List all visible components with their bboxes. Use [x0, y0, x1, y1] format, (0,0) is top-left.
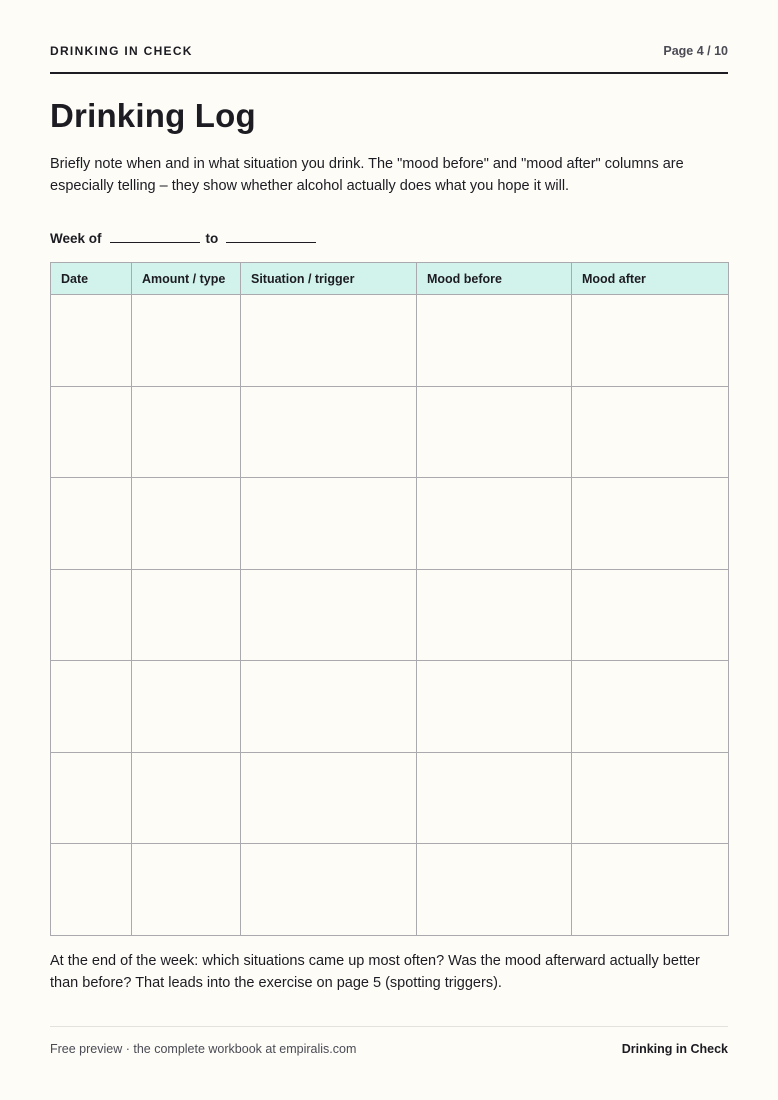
- cell-amount[interactable]: [132, 661, 241, 753]
- worksheet-page: [50, 0, 728, 1100]
- cell-mood-before[interactable]: [417, 752, 572, 844]
- cell-date[interactable]: [51, 295, 132, 387]
- cell-mood-after[interactable]: [572, 295, 729, 387]
- cell-mood-before[interactable]: [417, 478, 572, 570]
- cell-amount[interactable]: [132, 752, 241, 844]
- table-header-row: [51, 263, 729, 295]
- week-range: [50, 229, 322, 249]
- cell-amount[interactable]: [132, 478, 241, 570]
- column-header-situation: Situation / trigger: [241, 263, 417, 295]
- cell-mood-after[interactable]: [572, 386, 729, 478]
- table-row: [51, 661, 729, 753]
- page-header: [50, 44, 728, 74]
- column-header-date: Date: [51, 263, 132, 295]
- brand-label: DRINKING IN CHECK: [50, 44, 193, 58]
- column-header-mood-before: Mood before: [417, 263, 572, 295]
- column-header-amount: Amount / type: [132, 263, 241, 295]
- cell-mood-after[interactable]: [572, 844, 729, 936]
- cell-amount[interactable]: [132, 569, 241, 661]
- cell-mood-before[interactable]: [417, 569, 572, 661]
- cell-amount[interactable]: [132, 295, 241, 387]
- drinking-log-table: [50, 262, 729, 936]
- page-title: Drinking Log: [50, 97, 256, 134]
- cell-situation[interactable]: [241, 661, 417, 753]
- cell-situation[interactable]: [241, 752, 417, 844]
- cell-mood-after[interactable]: [572, 752, 729, 844]
- table-row: [51, 295, 729, 387]
- intro-text: Briefly note when and in what situation you drink. The "mood before" and "mood after" columns are especially telling – they show whether alcohol actually does what you hope it will.: [50, 156, 684, 194]
- week-of-label: Week of: [50, 231, 102, 246]
- cell-situation[interactable]: [241, 844, 417, 936]
- column-header-mood-after: Mood after: [572, 263, 729, 295]
- cell-situation[interactable]: [241, 386, 417, 478]
- table-body: [51, 295, 729, 936]
- cell-mood-before[interactable]: [417, 661, 572, 753]
- cell-mood-before[interactable]: [417, 844, 572, 936]
- table-row: [51, 752, 729, 844]
- cell-date[interactable]: [51, 844, 132, 936]
- week-end-field[interactable]: [226, 229, 316, 243]
- cell-mood-before[interactable]: [417, 386, 572, 478]
- cell-situation[interactable]: [241, 569, 417, 661]
- cell-date[interactable]: [51, 661, 132, 753]
- footer-note: Free preview · the complete workbook at empiralis.com: [50, 1042, 357, 1056]
- cell-mood-after[interactable]: [572, 478, 729, 570]
- closing-text: At the end of the week: which situations came up most often? Was the mood afterward actually better than before? That leads into the exercise on page 5 (spotting triggers).: [50, 953, 700, 991]
- cell-date[interactable]: [51, 386, 132, 478]
- cell-situation[interactable]: [241, 478, 417, 570]
- cell-mood-after[interactable]: [572, 661, 729, 753]
- cell-situation[interactable]: [241, 295, 417, 387]
- table-row: [51, 478, 729, 570]
- footer-title: Drinking in Check: [621, 1042, 728, 1056]
- cell-date[interactable]: [51, 569, 132, 661]
- cell-date[interactable]: [51, 478, 132, 570]
- cell-mood-after[interactable]: [572, 569, 729, 661]
- cell-mood-before[interactable]: [417, 295, 572, 387]
- table-row: [51, 569, 729, 661]
- cell-amount[interactable]: [132, 386, 241, 478]
- table-row: [51, 844, 729, 936]
- cell-date[interactable]: [51, 752, 132, 844]
- cell-amount[interactable]: [132, 844, 241, 936]
- page-number: Page 4 / 10: [663, 44, 728, 58]
- page-footer: [50, 1026, 728, 1067]
- week-to-label: to: [205, 231, 219, 246]
- table-row: [51, 386, 729, 478]
- week-start-field[interactable]: [110, 229, 200, 243]
